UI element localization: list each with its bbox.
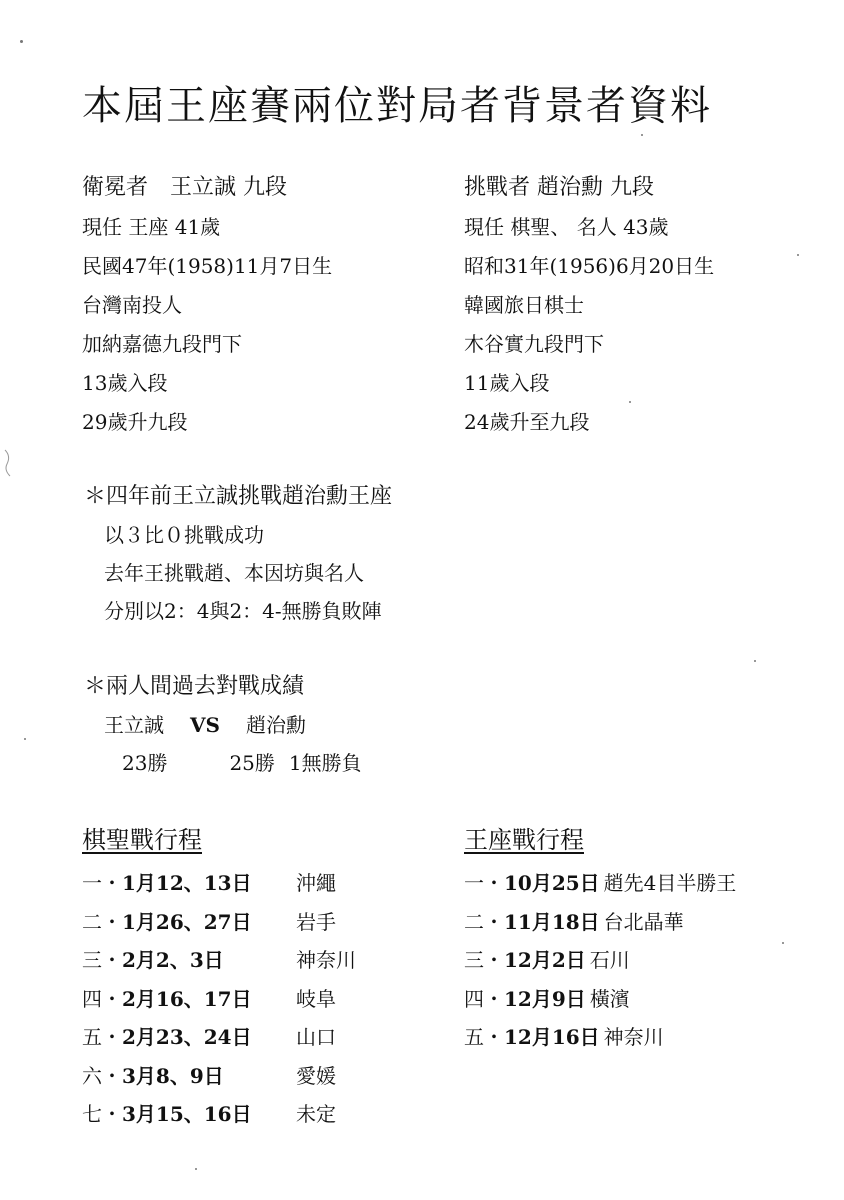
scan-speck: [782, 942, 784, 944]
head-to-head-note: [84, 668, 362, 782]
schedule-row: [82, 1095, 356, 1134]
game-number: 四・: [82, 986, 122, 1011]
kisei-schedule: [82, 818, 356, 1134]
challenger-9dan-age: 24歲升至九段: [464, 410, 590, 434]
game-number: 一・: [82, 871, 122, 895]
scan-speck: [754, 660, 756, 662]
head-to-head-scores: [84, 744, 362, 782]
game-date: 11月18日: [504, 909, 600, 934]
challenger-origin: 韓國旅日棋士: [464, 293, 584, 317]
defender-9dan-age: 29歲升九段: [82, 410, 188, 434]
schedule-row: [82, 980, 356, 1019]
schedule-row: [82, 1018, 356, 1057]
challenger-birthdate: 昭和31年(1956)6月20日生: [464, 254, 715, 278]
schedule-row: [464, 980, 736, 1019]
game-date: 3月8、9日: [122, 1063, 224, 1088]
scan-speck: [24, 738, 26, 740]
challenger-teacher: 木谷實九段門下: [464, 332, 604, 356]
game-venue: 趙先4目半勝王: [603, 871, 737, 895]
schedule-row: [464, 941, 736, 980]
schedule-row: [464, 864, 736, 903]
history-note-line: 去年王挑戰趙、本因坊與名人: [104, 561, 364, 585]
player-a-wins: 23勝: [122, 751, 168, 775]
defender-profile: [82, 168, 332, 442]
game-date: 10月25日: [504, 871, 600, 895]
game-number: 三・: [82, 948, 122, 972]
game-venue: 沖繩: [296, 871, 336, 895]
game-number: 六・: [82, 1063, 122, 1088]
defender-teacher: 加納嘉德九段門下: [82, 332, 242, 356]
game-venue: 岩手: [296, 909, 336, 934]
scan-speck: [195, 1168, 197, 1170]
schedule-row: [82, 864, 356, 903]
oza-schedule: [464, 818, 736, 1057]
page-title: 本屆王座賽兩位對局者背景者資料: [82, 83, 712, 129]
head-to-head-players: [84, 706, 362, 744]
schedule-row: [464, 903, 736, 942]
game-venue: 石川: [589, 948, 630, 972]
oza-schedule-title: 王座戰行程: [464, 826, 584, 854]
kisei-schedule-title: 棋聖戰行程: [82, 826, 202, 854]
game-venue: 未定: [296, 1102, 336, 1126]
game-number: 一・: [464, 871, 504, 895]
game-venue: 岐阜: [296, 986, 336, 1011]
defender-title-age: 現任 王座 41歲: [82, 215, 221, 239]
game-date: 12月16日: [504, 1025, 600, 1049]
defender-hometown: 台灣南投人: [82, 293, 182, 317]
game-number: 七・: [82, 1102, 122, 1126]
schedule-row: [82, 941, 356, 980]
scan-speck: [797, 254, 799, 256]
challenger-heading: 挑戰者 趙治勳 九段: [464, 175, 654, 200]
defender-pro-age: 13歲入段: [82, 371, 168, 395]
game-number: 四・: [464, 986, 504, 1011]
draws-count: 1無勝負: [288, 751, 362, 775]
player-b-wins: 25勝: [229, 751, 275, 775]
scan-speck: [629, 401, 631, 403]
game-date: 1月26、27日: [122, 909, 252, 934]
game-date: 1月12、13日: [122, 871, 252, 895]
scan-speck: [641, 134, 643, 136]
schedule-row: [82, 1057, 356, 1096]
game-venue: 愛媛: [296, 1063, 336, 1088]
schedule-row: [464, 1018, 736, 1057]
scan-margin-mark: [2, 446, 16, 486]
game-number: 二・: [82, 909, 122, 934]
game-date: 2月16、17日: [122, 986, 252, 1011]
history-note-line: 以３比０挑戰成功: [104, 523, 264, 547]
game-date: 2月23、24日: [122, 1025, 252, 1049]
vs-label: VS: [190, 713, 220, 737]
schedule-row: [82, 903, 356, 942]
challenger-pro-age: 11歲入段: [464, 371, 550, 395]
player-a-name: 王立誠: [104, 713, 164, 737]
head-to-head-heading: ＊兩人間過去對戰成績: [84, 674, 305, 699]
challenger-profile: [464, 168, 714, 442]
game-venue: 台北晶華: [603, 909, 684, 934]
game-date: 2月2、3日: [122, 948, 224, 972]
history-note-heading: ＊四年前王立誠挑戰趙治勳王座: [84, 484, 393, 509]
defender-birthdate: 民國47年(1958)11月7日生: [82, 254, 333, 278]
challenger-title-age: 現任 棋聖、 名人 43歲: [464, 215, 669, 239]
scan-speck: [20, 40, 23, 43]
game-number: 五・: [82, 1025, 122, 1049]
game-venue: 橫濱: [589, 986, 630, 1011]
game-date: 3月15、16日: [122, 1102, 252, 1126]
game-date: 12月2日: [504, 948, 586, 972]
history-note: [84, 478, 392, 630]
player-b-name: 趙治勳: [245, 713, 306, 737]
game-number: 三・: [464, 948, 504, 972]
game-date: 12月9日: [504, 986, 586, 1011]
game-number: 五・: [464, 1025, 504, 1049]
game-number: 二・: [464, 909, 504, 934]
game-venue: 神奈川: [603, 1025, 664, 1049]
game-venue: 神奈川: [296, 948, 356, 972]
defender-heading: 衛冕者 王立誠 九段: [82, 175, 287, 200]
game-venue: 山口: [296, 1025, 336, 1049]
history-note-line: 分別以2：4與2：4-無勝負敗陣: [104, 599, 382, 623]
